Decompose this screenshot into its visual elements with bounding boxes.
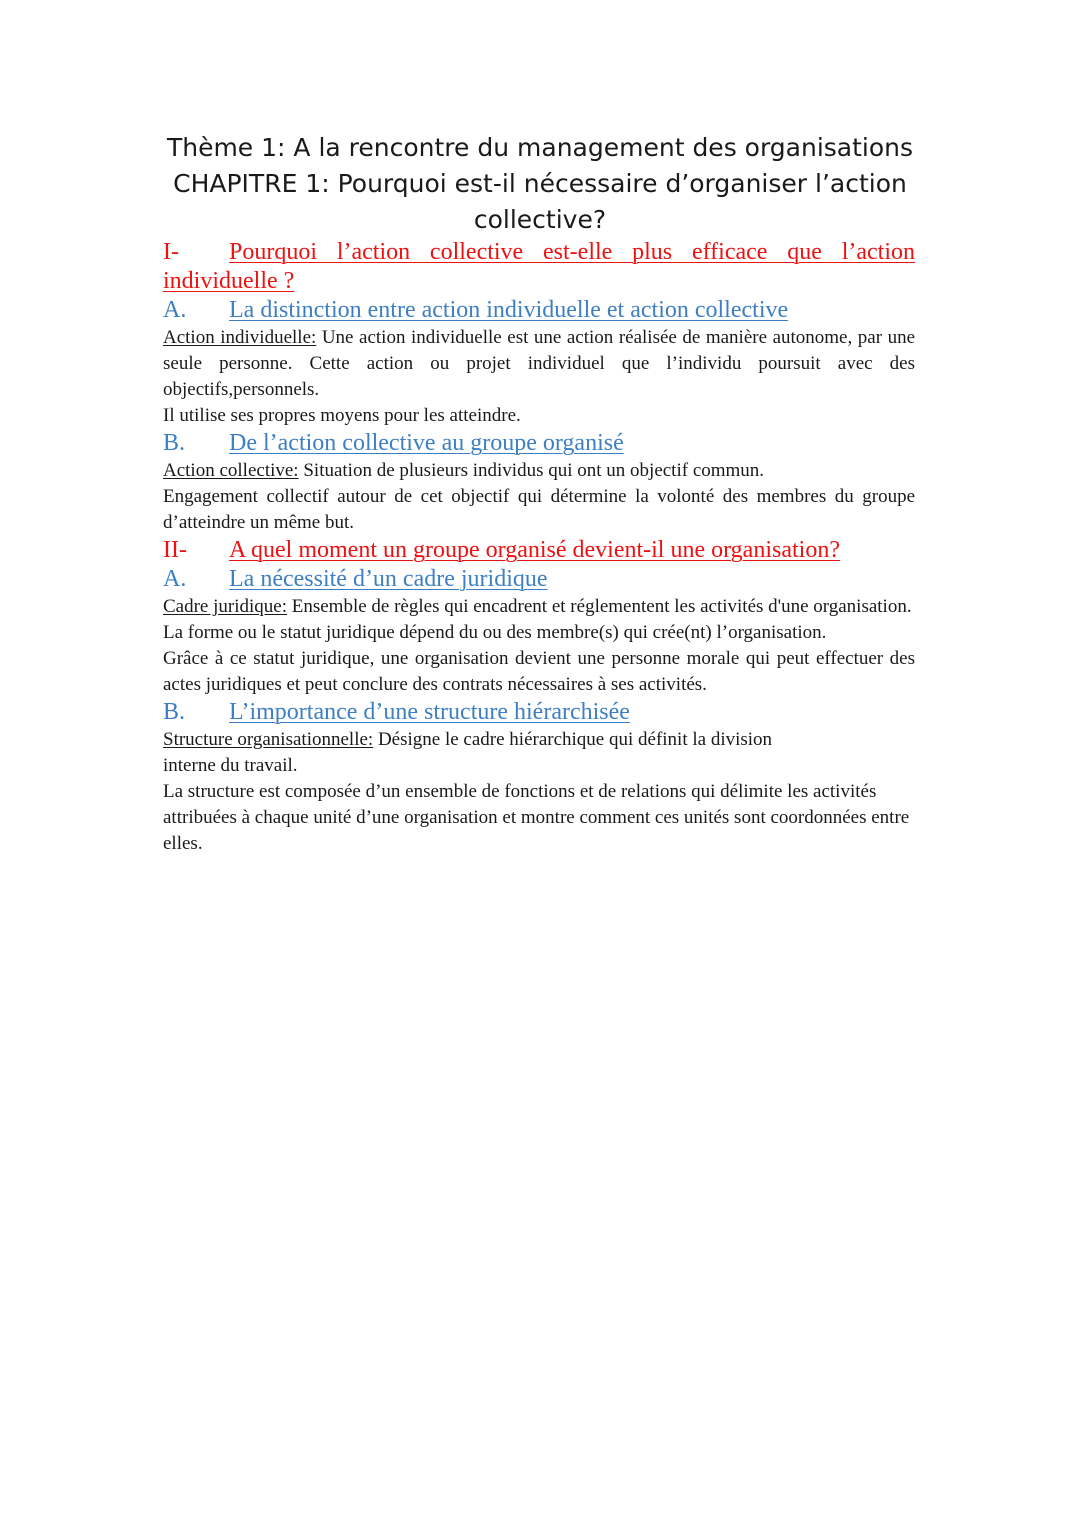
term-structure-organisationnelle: Structure organisationnelle: [163,729,374,750]
section-1a-letter: A. [163,297,187,323]
paragraph: La structure est composée d’un ensemble de fonctions et de relations qui délimite les activités attribuées à chaque unité d’une organisation et montre comment ces unités sont coordonnées entre elles. [163,781,910,854]
definition-structure-organisationnelle [163,727,915,779]
section-1-number: I- [163,239,179,265]
section-2a-heading-text: La nécessité d’un cadre juridique [229,566,548,592]
document-title [140,130,940,238]
section-1b-heading-text: De l’action collective au groupe organisé [229,430,624,456]
definition-text-line1: Désigne le cadre hiérarchique qui définit la division [373,729,773,750]
document-body [163,238,915,857]
section-1a-heading-text: La distinction entre action individuelle et action collective [229,297,789,323]
paragraph: Grâce à ce statut juridique, une organisation devient une personne morale qui peut effectuer des actes juridiques et peut conclure des contrats nécessaires à ses activités. [163,648,915,695]
definition-text: Une action individuelle est une action réalisée de manière autonome, par une seule personne. Cette action ou projet individuel que l’individu poursuit avec des objectifs,personnels. [163,327,915,400]
title-chapter-line-continued: collective? [473,205,607,234]
definition-text: Ensemble de règles qui encadrent et réglementent les activités d'une organisation. [287,596,912,617]
section-2b-letter: B. [163,699,186,725]
section-2b-heading [163,698,915,727]
paragraph: La forme ou le statut juridique dépend du ou des membre(s) qui crée(nt) l’organisation. [163,622,827,643]
section-2b-heading-text: L’importance d’une structure hiérarchisée [229,699,630,725]
section-2-heading-text: A quel moment un groupe organisé devient-il une organisation? [229,537,840,563]
definition-text-line2: interne du travail. [163,755,298,776]
title-theme-line: Thème 1: A la rencontre du management des organisations [166,133,914,162]
section-1b-heading [163,429,915,458]
section-2a-letter: A. [163,566,187,592]
paragraph: Engagement collectif autour de cet objectif qui détermine la volonté des membres du groupe d’atteindre un même but. [163,486,915,533]
section-1-heading-text: Pourquoi l’action collective est-elle plus efficace que l’action individuelle ? [163,239,915,294]
paragraph: Il utilise ses propres moyens pour les atteindre. [163,405,521,426]
definition-action-individuelle [163,325,915,403]
section-1a-heading [163,296,915,325]
term-action-collective: Action collective: [163,460,299,481]
term-action-individuelle: Action individuelle: [163,327,317,348]
term-cadre-juridique: Cadre juridique: [163,596,287,617]
definition-cadre-juridique [163,594,915,620]
section-2-heading [163,536,915,565]
definition-text: Situation de plusieurs individus qui ont un objectif commun. [298,460,765,481]
definition-action-collective [163,458,915,484]
section-1-heading [163,238,915,296]
section-1b-letter: B. [163,430,186,456]
section-2a-heading [163,565,915,594]
title-chapter-line: CHAPITRE 1: Pourquoi est-il nécessaire d’organiser l’action [173,169,907,198]
section-2-number: II- [163,537,187,563]
